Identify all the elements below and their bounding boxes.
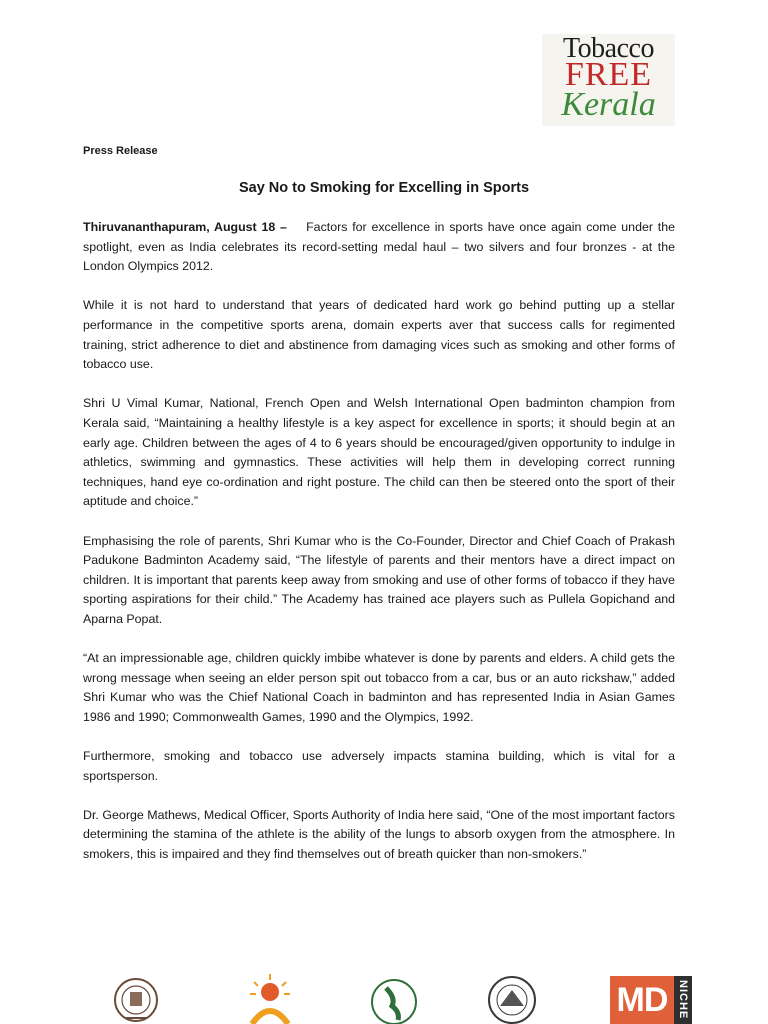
paragraph-5: “At an impressionable age, children quickly imbibe whatever is done by parents and elders. A child gets the wrong message when seeing an elder person spit out tobacco from a car, bus or an auto rickshaw,” added Shri Kumar who was the Chief National Coach in badminton and has represented India in Asian Games 1986 and 1990; Commonwealth Games, 1990 and the Olympics, 1992. <box>83 651 675 724</box>
logo-text-free: FREE <box>564 56 653 93</box>
paragraph-7: Dr. George Mathews, Medical Officer, Sports Authority of India here said, “One of the most important factors determining the stamina of the athlete is the ability of the lungs to absorb oxygen from the atmosphere. In smokers, this is impaired and they find themselves out of breath quicker than non-smokers.” <box>83 807 675 861</box>
malabar-cancer-centre-seal-icon <box>484 972 540 1024</box>
kerala-voluntary-health-services-icon <box>366 972 422 1024</box>
press-release-label: Press Release <box>83 145 158 157</box>
document-title: Say No to Smoking for Excelling in Sports <box>238 180 530 196</box>
niche-text: NICHE <box>674 976 692 1024</box>
logo-text-kerala: Kerala <box>561 86 656 123</box>
paragraph-1-text: Factors for excellence in sports have once again come under the spotlight, even as India celebrates its record-setting medal haul – two silvers and four bronzes - at the London Olympics 2012. <box>83 220 675 274</box>
md-niche-logo <box>610 976 692 1024</box>
paragraph-6: Furthermore, smoking and tobacco use adversely impacts stamina building, which is vital for a sportsperson. <box>83 749 675 783</box>
paragraph-2: While it is not hard to understand that years of dedicated hard work go behind putting up a stellar performance in the competitive sports arena, domain experts aver that success calls for regimented training, strict adherence to diet and abstinence from damaging vices such as smoking and other forms of tobacco use. <box>83 298 675 372</box>
paragraph-3: Shri U Vimal Kumar, National, French Open and Welsh International Open badminton champion from Kerala said, “Maintaining a healthy lifestyle is a key aspect for excellence in sports; it should begin at an early age. Children between the ages of 4 to 6 years should be encouraged/given opportunity to indulge in athletics, swimming and gymnastics. These activities will help them in developing correct running techniques, hand eye co-ordination and right posture. The child can then be steered onto the sport of their aptitude and choice.” <box>83 396 675 509</box>
article-body <box>83 218 675 884</box>
md-text: MD <box>610 976 674 1024</box>
dateline: Thiruvananthapuram, August 18 – <box>83 220 287 234</box>
paragraph-1 <box>83 218 675 277</box>
regional-cancer-centre-seal-icon <box>112 972 160 1024</box>
paragraph-4: Emphasising the role of parents, Shri Kumar who is the Co-Founder, Director and Chief Coach of Prakash Padukone Badminton Academy said, “The lifestyle of parents and their mentors have a direct impact on children. It is important that parents keep away from smoking and use of other forms of tobacco if they have sporting aspirations for their child.” The Academy has trained ace players such as Pullela Gopichand and Aparna Popat. <box>83 533 675 626</box>
sun-figure-icon <box>242 972 298 1024</box>
logo-text-tobacco: Tobacco <box>563 33 654 64</box>
tobacco-free-kerala-logo <box>542 34 675 126</box>
